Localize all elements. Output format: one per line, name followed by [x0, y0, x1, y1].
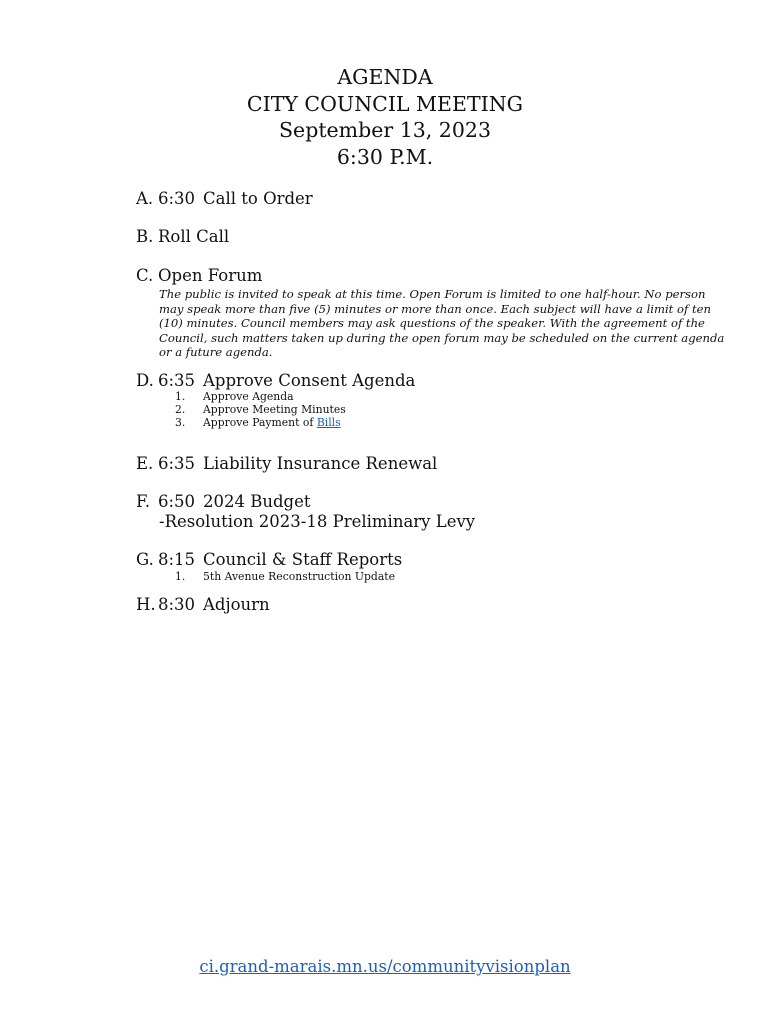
list-item [175, 390, 346, 403]
item-letter: C. [136, 266, 154, 285]
item-time: 8:30 [158, 595, 196, 614]
bills-link[interactable]: Bills [316, 416, 341, 430]
meeting-date: September 13, 2023 [279, 118, 491, 142]
subitem-number: 3. [175, 416, 186, 430]
agenda-item-open-forum [136, 266, 262, 286]
item-title: Council & Staff Reports [203, 550, 403, 569]
agenda-item-consent-agenda [136, 371, 415, 391]
list-item [175, 403, 346, 416]
agenda-item-reports [136, 550, 402, 570]
note-line: or a future agenda. [159, 345, 273, 359]
agenda-title: AGENDA [337, 65, 433, 89]
item-letter: H. [136, 595, 156, 614]
list-item [175, 570, 395, 583]
item-letter: A. [136, 189, 154, 208]
community-vision-plan-link[interactable]: ci.grand-marais.mn.us/communityvisionplan [199, 957, 571, 976]
open-forum-note [159, 287, 725, 360]
footer [0, 956, 770, 978]
item-letter: F. [136, 492, 151, 511]
subitem-text: 5th Avenue Reconstruction Update [203, 570, 395, 583]
item-title: Approve Consent Agenda [203, 371, 416, 390]
item-title: Open Forum [158, 266, 263, 285]
note-line: The public is invited to speak at this time. Open Forum is limited to one half-hour. No person [159, 287, 706, 301]
item-title: 2024 Budget [203, 492, 311, 511]
agenda-header [0, 64, 770, 170]
item-time: 6:30 [158, 189, 196, 208]
agenda-item-budget [136, 492, 311, 512]
item-time: 6:50 [158, 492, 196, 511]
agenda-item-adjourn [136, 595, 270, 615]
item-title: Call to Order [203, 189, 313, 208]
item-time: 8:15 [158, 550, 196, 569]
note-line: may speak more than five (5) minutes or more than once. Each subject will have a limit of ten [159, 301, 711, 316]
item-title: Liability Insurance Renewal [203, 454, 438, 473]
agenda-item-insurance-renewal [136, 454, 437, 474]
consent-agenda-sublist [175, 390, 346, 430]
agenda-item-call-to-order [136, 189, 313, 209]
item-letter: G. [136, 550, 154, 569]
item-time: 6:35 [158, 371, 196, 390]
item-time: 6:35 [158, 454, 196, 473]
agenda-item-roll-call [136, 227, 229, 247]
meeting-time: 6:30 P.M. [336, 144, 434, 169]
note-line: Council, such matters taken up during the open forum may be scheduled on the current agenda [159, 330, 725, 345]
item-letter: B. [136, 227, 154, 246]
item-title: Adjourn [203, 595, 270, 614]
reports-sublist [175, 570, 395, 583]
list-item [175, 416, 346, 429]
item-letter: D. [136, 371, 154, 390]
subitem-text: Approve Agenda [203, 390, 294, 403]
budget-resolution: -Resolution 2023-18 Preliminary Levy [159, 512, 476, 531]
subitem-text: Approve Payment of [203, 416, 317, 430]
subitem-number: 1. [175, 570, 186, 583]
item-title: Roll Call [158, 227, 230, 246]
subitem-number: 2. [175, 403, 186, 417]
meeting-name: CITY COUNCIL MEETING [246, 91, 524, 116]
item-letter: E. [136, 454, 154, 473]
note-line: (10) minutes. Council members may ask questions of the speaker. With the agreement of the [159, 316, 705, 330]
subitem-number: 1. [175, 390, 186, 403]
subitem-text: Approve Meeting Minutes [203, 403, 346, 417]
